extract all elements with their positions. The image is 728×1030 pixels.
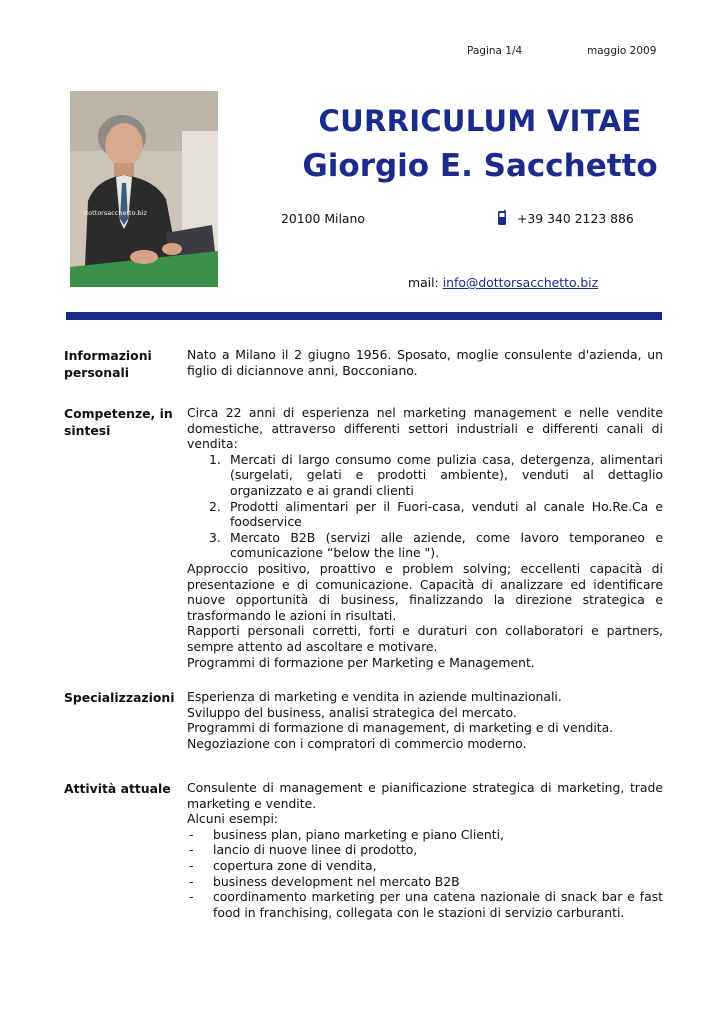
list-item: Esperienza di marketing e vendita in aziende multinazionali. bbox=[187, 689, 562, 704]
list-item: 1. Mercati di largo consumo come pulizia casa, detergenza, alimentari (surgelati, gelati e prodotti ambiente), venduti al dettaglio organizzato e ai grandi clienti bbox=[209, 451, 663, 498]
mobile-phone-icon bbox=[496, 210, 508, 226]
portrait-illustration bbox=[70, 91, 218, 287]
cv-title: CURRICULUM VITAE bbox=[318, 104, 642, 138]
personal-text: Nato a Milano il 2 giugno 1956. Sposato, moglie consulente d'azienda, un figlio di diciannove anni, Bocconiano. bbox=[187, 347, 663, 378]
section-body-current bbox=[187, 780, 663, 920]
list-item: 3. Mercato B2B (servizi alle aziende, come lavoro temporaneo e comunicazione “below the line "). bbox=[209, 529, 663, 561]
list-item: Sviluppo del business, analisi strategica del mercato. bbox=[187, 704, 517, 720]
section-label-skills: Competenze, in sintesi bbox=[64, 406, 173, 438]
examples-list bbox=[187, 827, 663, 921]
profile-photo bbox=[70, 91, 218, 287]
list-item: - business development nel mercato B2B bbox=[189, 873, 460, 889]
section-body-specializations bbox=[187, 689, 663, 751]
skills-paragraph: Approccio positivo, proattivo e problem solving; eccellenti capacità di presentazione e di comunicazione. Capacità di analizzare ed identificare nuove opportunità di business, finalizzando la direzione strategica e trasformando le azioni in risultati. bbox=[187, 560, 663, 623]
list-item: - copertura zone di vendita, bbox=[189, 857, 377, 873]
current-intro: Consulente di management e pianificazione strategica di marketing, trade marketing e vendite. bbox=[187, 780, 663, 811]
list-item: 2. Prodotti alimentari per il Fuori-casa, venduti al canale Ho.Re.Ca e foodservice bbox=[209, 498, 663, 530]
mail-line bbox=[408, 275, 598, 290]
examples-label: Alcuni esempi: bbox=[187, 811, 279, 827]
list-item: Programmi di formazione di management, di marketing e di vendita. bbox=[187, 720, 614, 736]
city: 20100 Milano bbox=[281, 211, 365, 226]
list-item: Negoziazione con i compratori di commercio moderno. bbox=[187, 735, 527, 751]
skills-paragraph: Rapporti personali corretti, forti e duraturi con collaboratori e partners, sempre attento ad ascoltare e motivare. bbox=[187, 623, 663, 654]
document-date: maggio 2009 bbox=[587, 45, 657, 57]
section-label-personal: Informazioni personali bbox=[64, 348, 152, 380]
photo-watermark: dottorsacchetto.biz bbox=[84, 209, 147, 217]
mail-label: mail: bbox=[408, 275, 439, 290]
email-link[interactable]: info@dottorsacchetto.biz bbox=[442, 275, 599, 290]
list-item: - lancio di nuove linee di prodotto, bbox=[189, 842, 418, 858]
list-item: - coordinamento marketing per una catena nazionale di snack bar e fast food in franchising, collegata con le stazioni di servizio carburanti. bbox=[189, 889, 663, 920]
skills-paragraph: Programmi di formazione per Marketing e Management. bbox=[187, 654, 535, 670]
person-name: Giorgio E. Sacchetto bbox=[302, 148, 658, 184]
header-divider bbox=[66, 312, 662, 320]
phone-number: +39 340 2123 886 bbox=[517, 211, 634, 226]
section-body-personal bbox=[187, 347, 663, 378]
section-label-current: Attività attuale bbox=[64, 781, 171, 796]
skills-list bbox=[187, 452, 663, 561]
list-item: - business plan, piano marketing e piano Clienti, bbox=[189, 826, 505, 842]
skills-intro: Circa 22 anni di esperienza nel marketing management e nelle vendite domestiche, attraverso differenti settori industriali e differenti canali di vendita: bbox=[187, 405, 663, 452]
page-number: Pagina 1/4 bbox=[467, 45, 523, 57]
section-label-specializations: Specializzazioni bbox=[64, 690, 175, 705]
section-body-skills bbox=[187, 405, 663, 670]
